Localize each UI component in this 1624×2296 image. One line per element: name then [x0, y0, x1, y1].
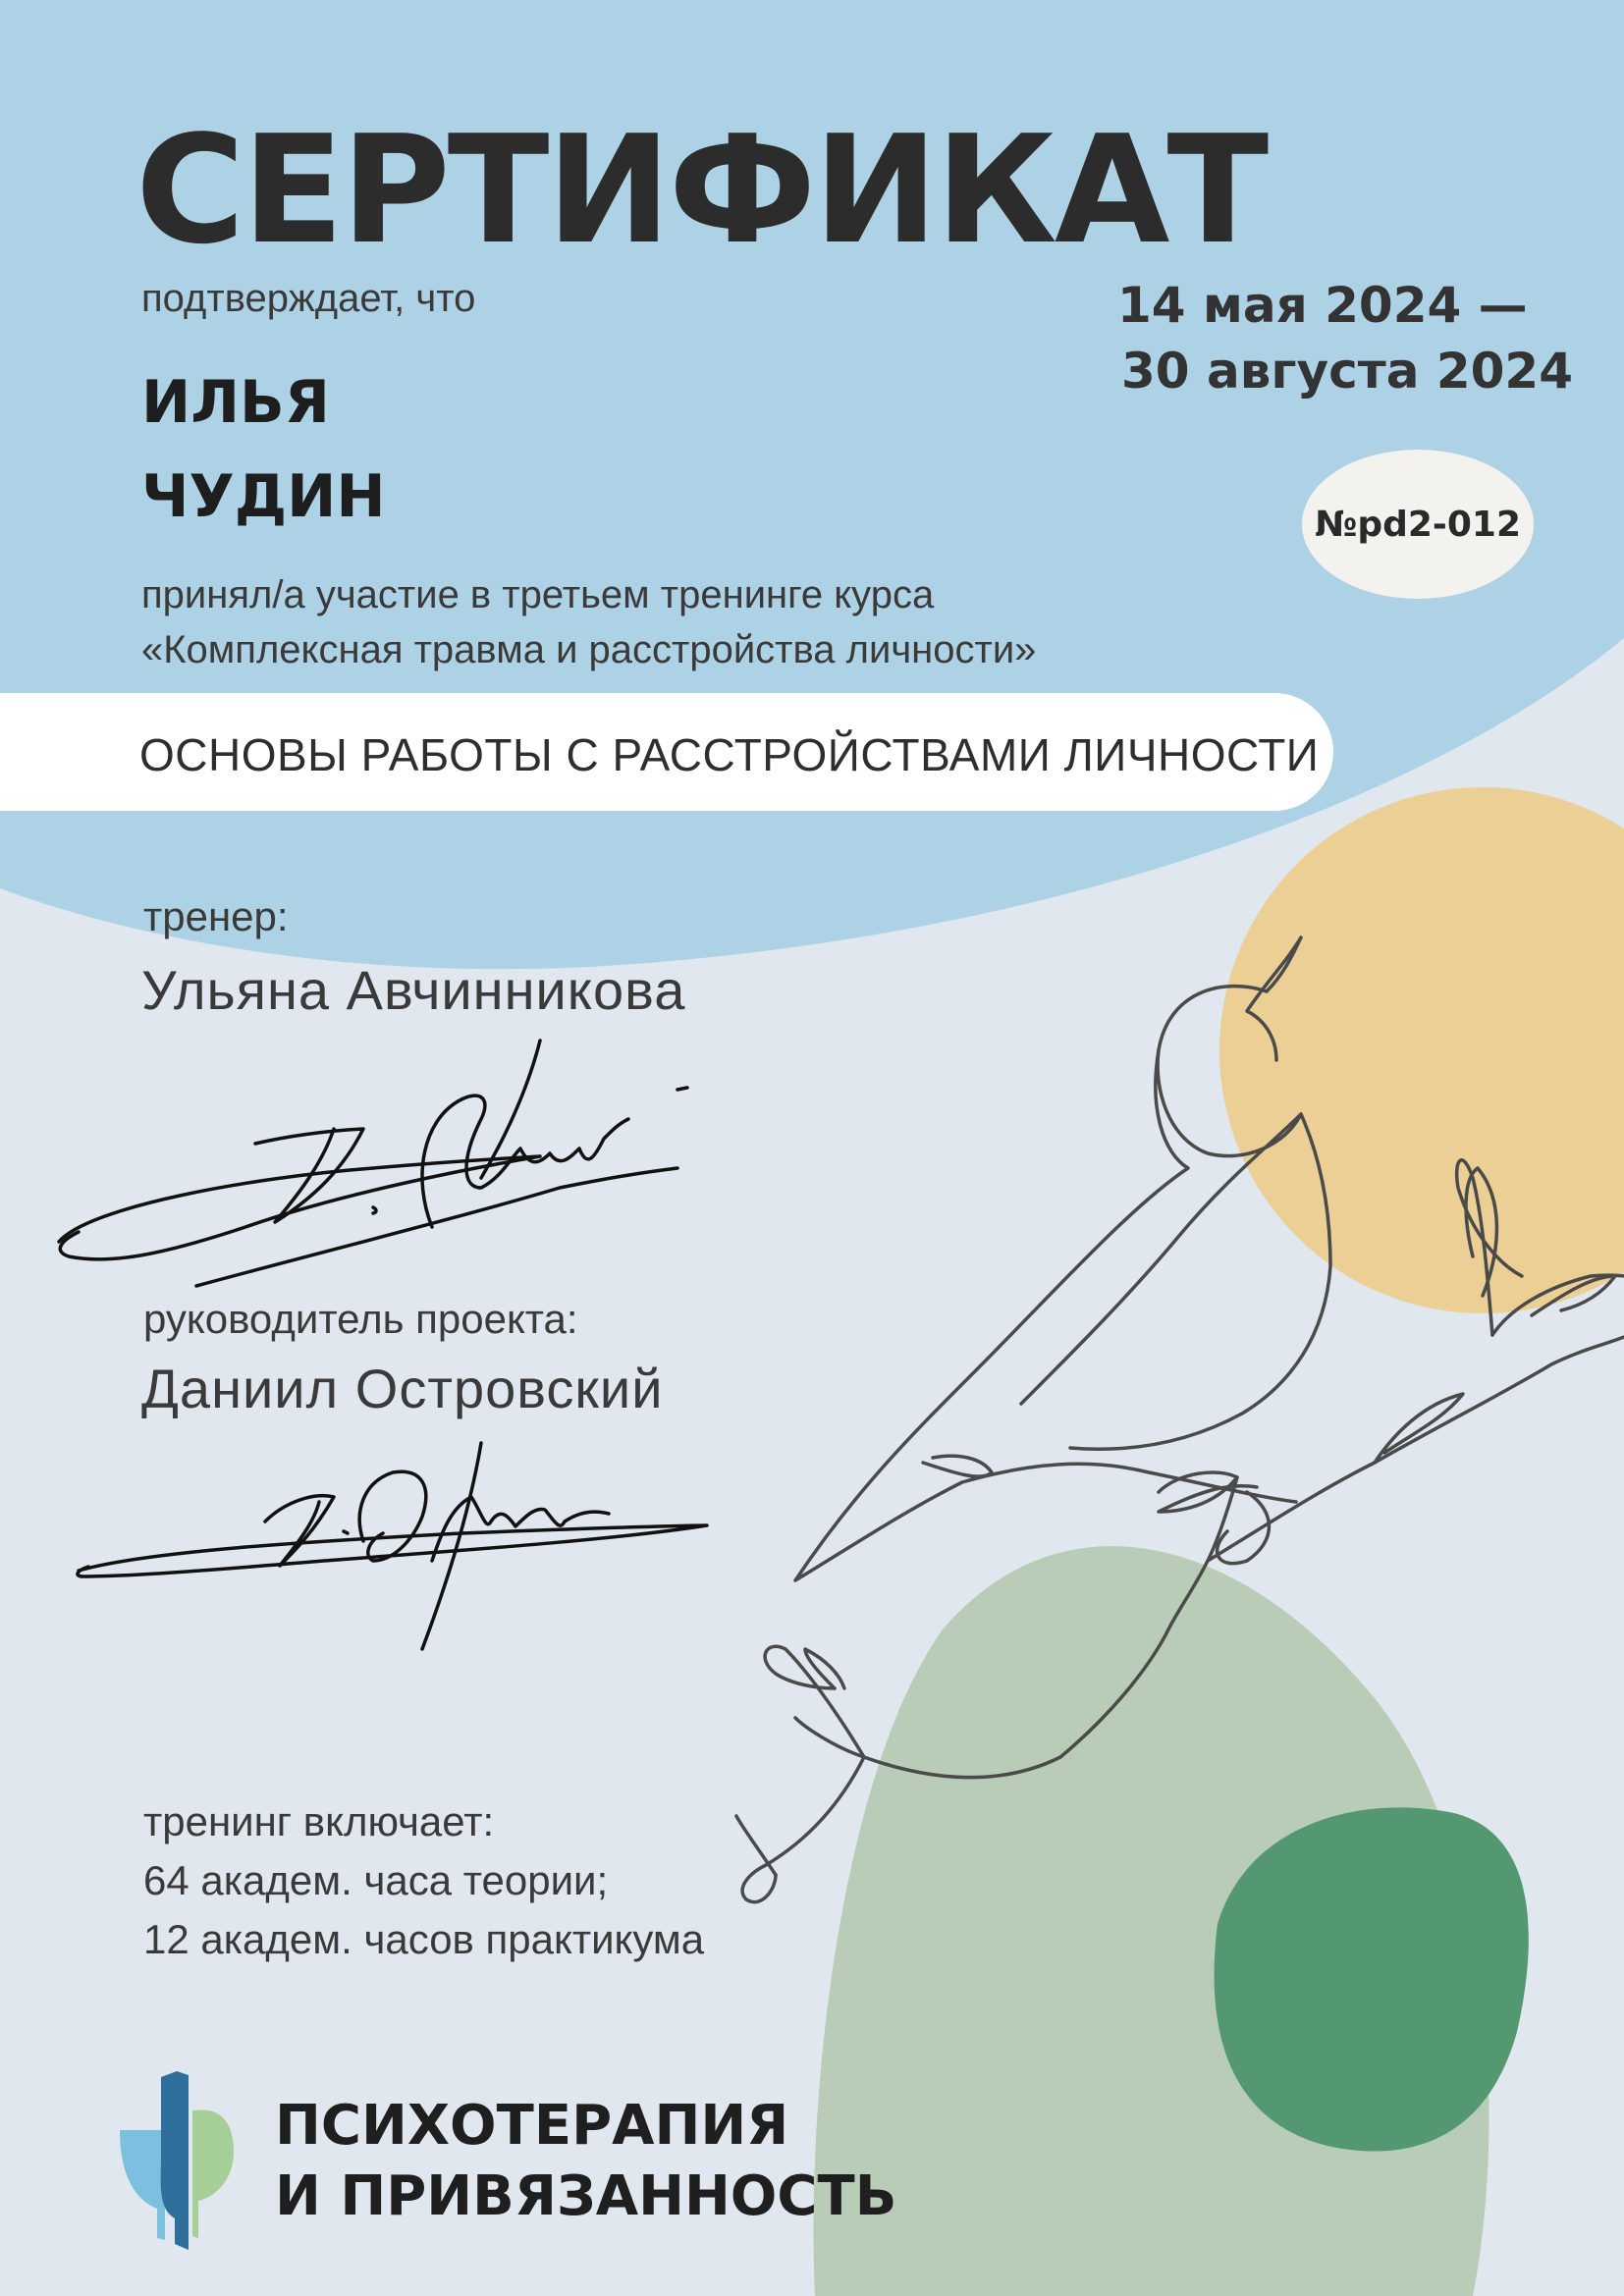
date-range [1117, 273, 1573, 404]
participation-text [141, 567, 1036, 677]
confirms-text: подтверждает, что [141, 277, 476, 320]
trainer-name: Ульяна Авчинникова [141, 959, 686, 1021]
organization-name-line-2: И ПРИВЯЗАННОСТЬ [275, 2164, 897, 2228]
date-end: 30 августа 2024 [1121, 343, 1574, 400]
manager-signature [69, 1423, 717, 1669]
psychotherapy-logo-icon [118, 2071, 236, 2250]
certificate-number: №pd2-012 [1315, 504, 1521, 545]
organization-name-line-1: ПСИХОТЕРАПИЯ [275, 2094, 789, 2158]
training-includes [143, 1792, 704, 1969]
certificate-title: СЕРТИФИКАТ [135, 103, 1267, 277]
manager-label: руководитель проекта: [143, 1296, 578, 1342]
organization-name [275, 2091, 896, 2232]
includes-practice-hours: 12 академ. часов практикума [143, 1916, 705, 1962]
manager-name: Даниил Островский [141, 1358, 664, 1419]
date-start: 14 мая 2024 — [1117, 277, 1528, 334]
participation-line-2: «Комплексная травма и расстройства личности» [141, 628, 1037, 671]
includes-label: тренинг включает: [143, 1798, 495, 1844]
certificate-number-badge [1302, 450, 1534, 599]
participant-last-name: ЧУДИН [141, 462, 386, 531]
participant-first-name: ИЛЬЯ [141, 368, 330, 437]
dark-green-shape [1215, 1807, 1529, 2151]
includes-theory-hours: 64 академ. часа теории; [143, 1857, 609, 1903]
trainer-label: тренер: [143, 893, 289, 939]
trainer-signature [49, 1021, 697, 1296]
training-title: ОСНОВЫ РАБОТЫ С РАССТРОЙСТВАМИ ЛИЧНОСТИ [139, 729, 1320, 780]
participation-line-1: принял/а участие в третьем тренинге курса [141, 573, 935, 616]
